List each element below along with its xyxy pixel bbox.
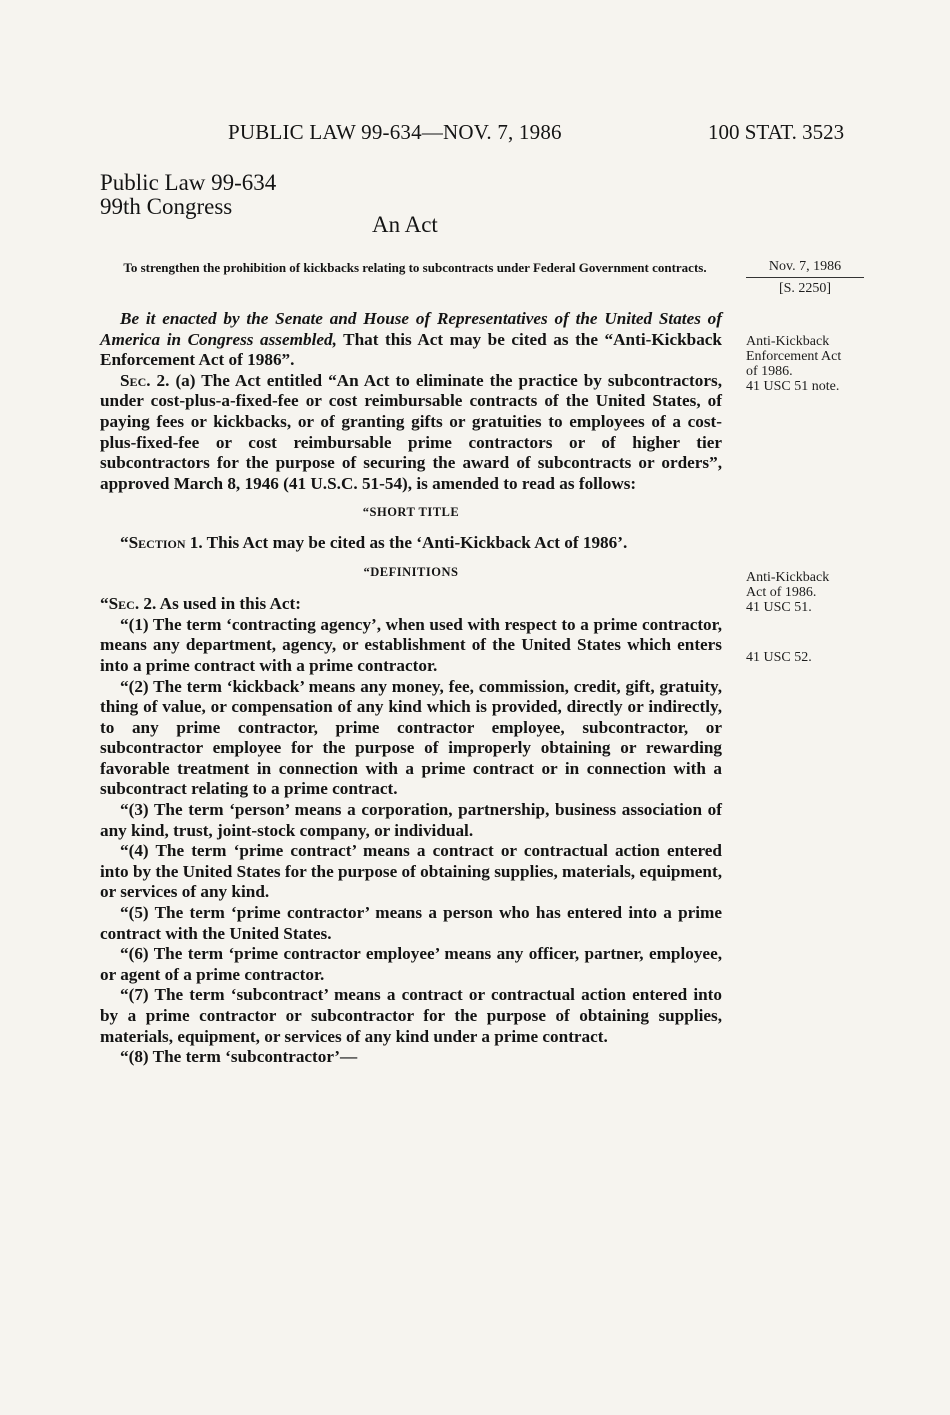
act-purpose: To strengthen the prohibition of kickbacks relating to subcontracts under Federal Government contracts. (123, 260, 707, 275)
margin-line: 41 USC 51. (746, 600, 812, 615)
margin-note-enforcement-act (746, 334, 886, 394)
public-law-number: Public Law 99-634 (100, 170, 277, 195)
congress-number: 99th Congress (100, 194, 233, 219)
definition-item: “(6) The term ‘prime contractor employee’ means any officer, partner, employee, or agent of a prime contractor. (100, 944, 722, 984)
margin-line: Anti-Kickback (746, 570, 830, 585)
running-header-title: PUBLIC LAW 99-634—NOV. 7, 1986 (228, 120, 562, 144)
margin-line: Anti-Kickback (746, 334, 830, 349)
definition-item: “(5) The term ‘prime contractor’ means a person who has entered into a prime contract with the United States. (100, 903, 722, 943)
definition-item: “(3) The term ‘person’ means a corporation, partnership, business association of any kind, trust, joint-stock company, or individual. (100, 800, 722, 840)
section-label: “Sec. 2. (100, 594, 157, 614)
definitions-intro (100, 594, 722, 615)
statute-body (100, 309, 722, 1068)
section-label: “Section 1. (120, 532, 203, 552)
definition-item: “(4) The term ‘prime contract’ means a contract or contractual action entered into by the United States for the purpose of obtaining supplies, materials, equipment, or services of any kind. (100, 841, 722, 902)
margin-note-date (746, 259, 864, 296)
margin-line: 41 USC 51 note. (746, 379, 840, 394)
margin-note-kickback-act (746, 570, 886, 615)
definitions-heading: “DEFINITIONS (363, 564, 459, 579)
definition-item: “(2) The term ‘kickback’ means any money, fee, commission, credit, gift, gratuity, thing of value, or compensation of any kind which is provided, directly or indirectly, to any prime contractor, prime contractor employee, subcontractor, or subcontractor employee for the purpose of improperly obtaining or rewarding favorable treatment in connection with a prime contract or in connection with a subcontract relating to a prime contract. (100, 676, 722, 799)
margin-line: of 1986. (746, 364, 793, 379)
margin-note-usc52: 41 USC 52. (746, 650, 812, 665)
section-label: Sec. 2. (120, 370, 170, 390)
section-text: (a) The Act entitled “An Act to eliminate the practice by subcontractors, under cost-plus-a-fixed-fee or cost reimbursable contracts of the United States, of paying fees or kickbacks, or of granting gifts or gratuities to employees of a cost-plus-fixed-fee or cost reimbursable prime contractors or of higher tier subcontractors for the purpose of securing the award of subcontracts or orders”, approved March 8, 1946 (41 U.S.C. 51-54), is amended to read as follows: (100, 370, 722, 493)
section-text: As used in this Act: (156, 594, 302, 614)
running-header-stat: 100 STAT. 3523 (708, 120, 845, 144)
enacting-clause-rest: That this Act may be cited as the “Anti-Kickback Enforcement Act of 1986”. (100, 329, 722, 370)
margin-divider (746, 277, 864, 278)
bill-number: [S. 2250] (778, 281, 832, 296)
section-1-short-title (100, 533, 722, 554)
definition-item: “(7) The term ‘subcontract’ means a contract or contractual action entered into by a prime contractor or subcontractor for the purpose of obtaining supplies, materials, equipment, or services of any kind under a prime contract. (100, 985, 722, 1046)
short-title-heading: “SHORT TITLE (362, 505, 460, 520)
enacting-clause (100, 309, 722, 371)
an-act-heading: An Act (372, 212, 438, 237)
enactment-date: Nov. 7, 1986 (768, 259, 842, 274)
margin-line: Enforcement Act (746, 349, 842, 364)
margin-line: Act of 1986. (746, 585, 817, 600)
definition-item: “(8) The term ‘subcontractor’— (120, 1047, 358, 1067)
definition-item: “(1) The term ‘contracting agency’, when used with respect to a prime contractor, means any department, agency, or establishment of the United States which enters into a prime contract with a prime contractor. (100, 614, 722, 675)
section-text: This Act may be cited as the ‘Anti-Kickback Act of 1986’. (202, 532, 628, 552)
section-2-amendment (100, 371, 722, 495)
enacting-clause-italic: Be it enacted by the Senate and House of Representatives of the United States of America in Congress assembled, (100, 309, 722, 349)
